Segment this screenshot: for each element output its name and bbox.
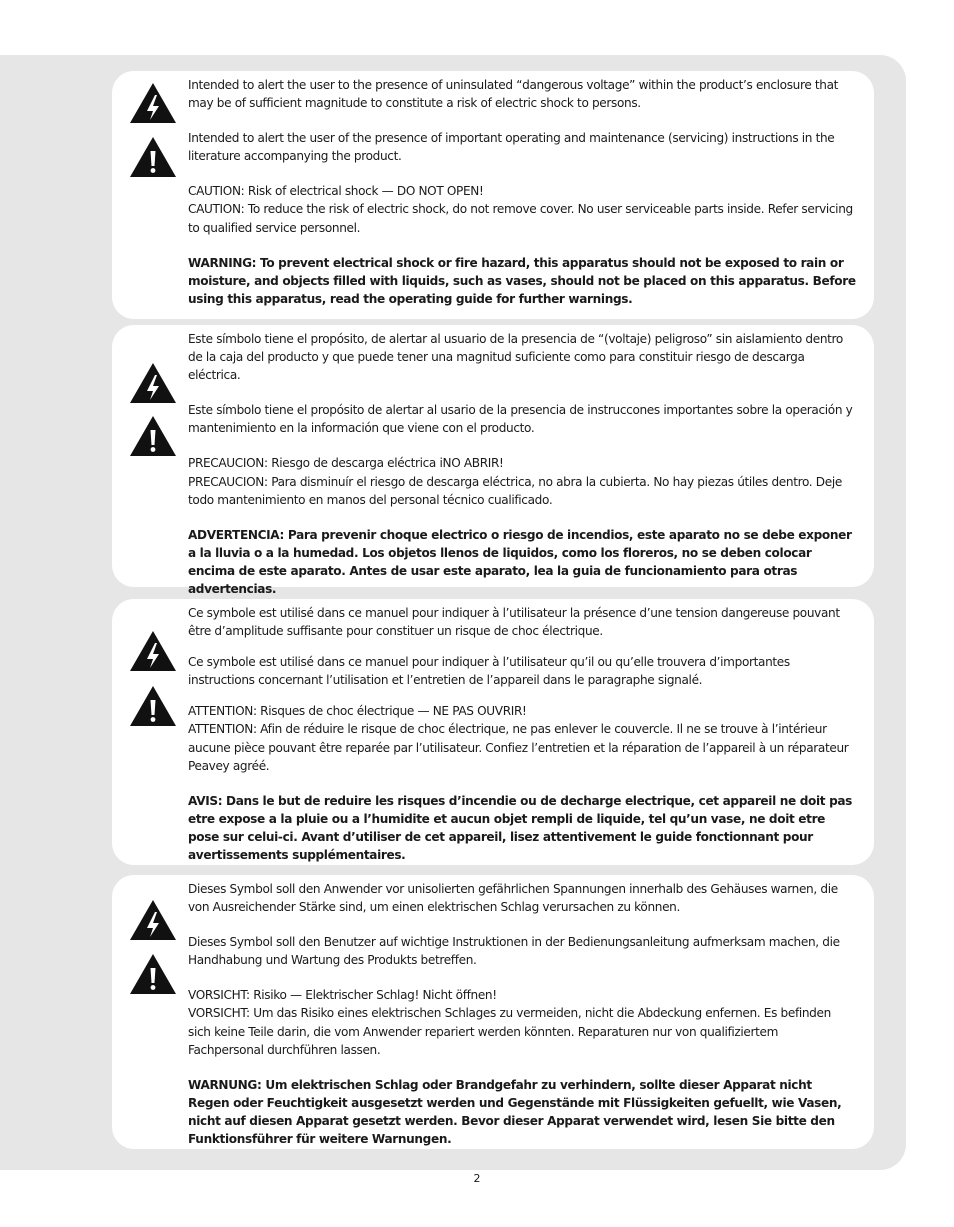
caution-text: Risiko — Elektrischer Schlag! Nicht öffnen!	[249, 988, 497, 1003]
safety-panel-spanish	[112, 325, 874, 597]
voltage-notice: Ce symbole est utilisé dans ce manuel pour indiquer à l’utilisateur la présence d’une tension dangereuse pouvant être d’amplitude suffisante pour constituer un risque de choc électrique.	[188, 606, 840, 639]
voltage-notice: Dieses Symbol soll den Anwender vor unisolierten gefährlichen Spannungen innerhalb des Gehäuses warnen, die von Ausreichender Stärke sind, um einen elektrischen Schlag verursachen zu können.	[188, 882, 838, 915]
caution-block	[188, 454, 856, 508]
caution-label: VORSICHT:	[188, 988, 250, 1003]
warning-text: ADVERTENCIA: Para prevenir choque electrico o riesgo de incendios, este aparato no se debe exponer a la lluvia o a la humedad. Los objetos llenos de liquidos, como los floreros, no se deben colocar encima de este aparato. Antes de usar este aparato, lea la guia de funcionamiento para otras advertencias.	[188, 527, 852, 597]
caution-text: Riesgo de descarga eléctrica iNO ABRIR!	[267, 456, 504, 471]
instructions-notice: Ce symbole est utilisé dans ce manuel pour indiquer à l’utilisateur qu’il ou qu’elle trouvera d’importantes instructions concernant l’utilisation et l’entretien de l’appareil dans le paragraphe signalé.	[188, 655, 790, 688]
exclamation-triangle-icon	[129, 415, 177, 457]
caution-text: Um das Risiko eines elektrischen Schlages zu vermeiden, nicht die Abdeckung enfernen. Es befinden sich keine Teile darin, die vom Anwender repariert werden könnten. Reparaturen nur von qualifiziertem Fachpersonal durchführen lassen.	[188, 1006, 831, 1057]
caution-label: CAUTION:	[188, 202, 245, 217]
safety-panel-english	[112, 71, 874, 319]
caution-text: Risques de choc électrique — NE PAS OUVRIR!	[256, 704, 527, 719]
safety-panel-french	[112, 599, 874, 865]
caution-label: ATTENTION:	[188, 704, 257, 719]
instructions-notice: Este símbolo tiene el propósito de alertar al usario de la presencia de instruccones importantes sobre la operación y mantenimiento en la información que viene con el producto.	[188, 403, 853, 436]
warning-text: WARNUNG: Um elektrischen Schlag oder Brandgefahr zu verhindern, sollte dieser Apparat nicht Regen oder Feuchtigkeit ausgesetzt werden und Gegenstände mit Flüssigkeiten gefuellt, wie Vasen, nicht auf diesen Apparat gesetzt werden. Bevor dieser Apparat verwendet wird, lesen Sie bitte den Funktionsführer für weitere Warnungen.	[188, 1077, 842, 1147]
lightning-bolt-triangle-icon	[129, 899, 177, 941]
caution-label: ATTENTION:	[188, 722, 257, 737]
caution-label: VORSICHT:	[188, 1006, 250, 1021]
warning-text: AVIS: Dans le but de reduire les risques d’incendie ou de decharge electrique, cet appareil ne doit pas etre expose a la pluie ou a l’humidite et aucun objet rempli de liquide, tel qu’un vase, ne doit etre pose sur celui-ci. Avant d’utiliser de cet appareil, lisez attentivement le guide fonctionnant pour avertissements supplémentaires.	[188, 793, 853, 863]
lightning-bolt-triangle-icon	[129, 362, 177, 404]
caution-text: Afin de réduire le risque de choc électrique, ne pas enlever le couvercle. Il ne se trouve à l’intérieur aucune pièce pouvant être reparée par l’utilisateur. Confiez l’entretien et la réparation de l’appareil à un réparateur Peavey agréé.	[188, 722, 849, 773]
caution-block	[188, 702, 856, 774]
caution-label: PRECAUCION:	[188, 456, 268, 471]
instructions-notice: Dieses Symbol soll den Benutzer auf wichtige Instruktionen in der Bedienungsanleitung aufmerksam machen, die Handhabung und Wartung des Produkts betreffen.	[188, 935, 840, 968]
instructions-notice: Intended to alert the user of the presence of important operating and maintenance (servicing) instructions in the literature accompanying the product.	[188, 131, 835, 164]
voltage-notice: Intended to alert the user to the presence of uninsulated “dangerous voltage” within the product’s enclosure that may be of sufficient magnitude to constitute a risk of electric shock to persons.	[188, 78, 839, 111]
caution-text: Para disminuír el riesgo de descarga eléctrica, no abra la cubierta. No hay piezas útiles dentro. Deje todo mantenimiento en manos del personal técnico cualificado.	[188, 474, 842, 507]
caution-label: CAUTION:	[188, 184, 245, 199]
caution-text: Risk of electrical shock — DO NOT OPEN!	[244, 184, 484, 199]
warning-text: WARNING: To prevent electrical shock or fire hazard, this apparatus should not be exposed to rain or moisture, and objects filled with liquids, such as vases, should not be placed on this apparatus. Before using this apparatus, read the operating guide for further warnings.	[188, 255, 856, 306]
page-number: 2	[473, 1172, 481, 1185]
safety-panel-german	[112, 875, 874, 1149]
caution-block	[188, 182, 856, 236]
exclamation-triangle-icon	[129, 685, 177, 727]
exclamation-triangle-icon	[129, 136, 177, 178]
caution-label: PRECAUCION:	[188, 474, 268, 489]
voltage-notice: Este símbolo tiene el propósito, de alertar al usuario de la presencia de “(voltaje) peligroso” sin aislamiento dentro de la caja del producto y que puede tener una magnitud suficiente como para constituir riesgo de descarga eléctrica.	[188, 332, 843, 383]
lightning-bolt-triangle-icon	[129, 82, 177, 124]
exclamation-triangle-icon	[129, 953, 177, 995]
lightning-bolt-triangle-icon	[129, 630, 177, 672]
caution-text: To reduce the risk of electric shock, do not remove cover. No user serviceable parts inside. Refer servicing to qualified service personnel.	[188, 202, 853, 235]
caution-block	[188, 986, 856, 1058]
